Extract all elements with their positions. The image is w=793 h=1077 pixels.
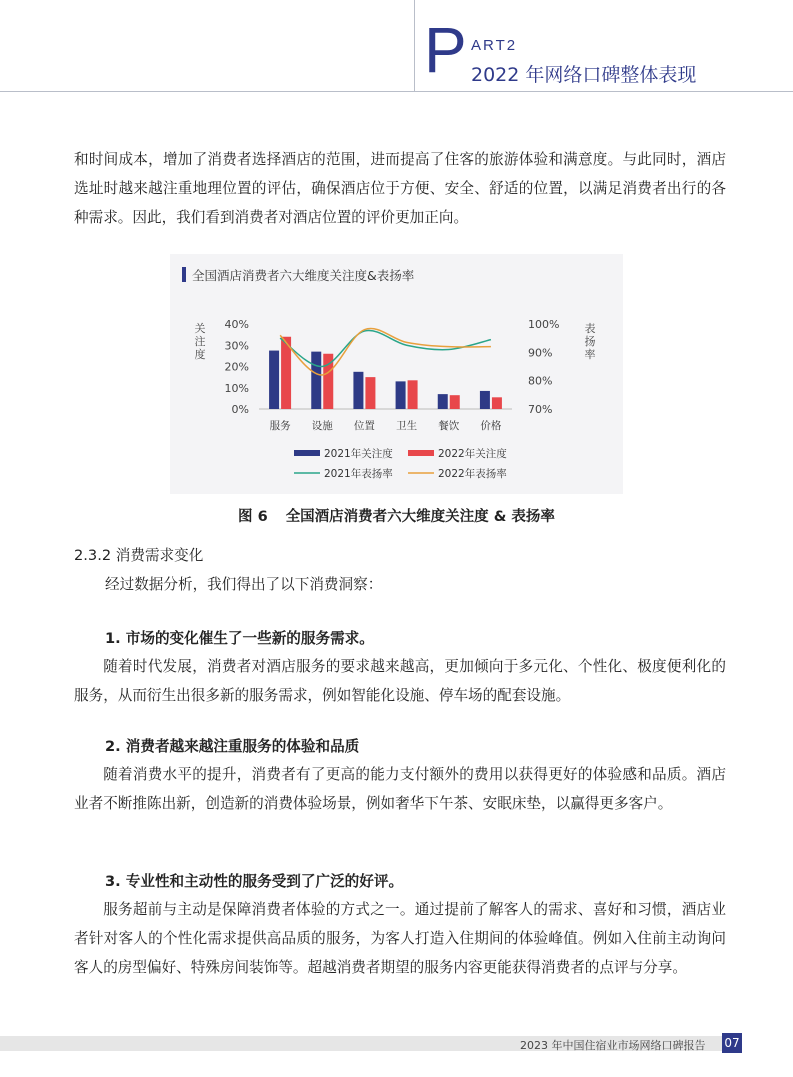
header-part-letter: P: [424, 14, 467, 86]
legend-swatch: [294, 450, 320, 456]
section-intro: 经过数据分析，我们得出了以下消费洞察：: [105, 576, 383, 593]
y-left-tick-label: 10%: [224, 381, 249, 395]
y-right-axis-label-char: 扬: [584, 335, 596, 348]
intro-paragraph: 和时间成本，增加了消费者选择酒店的范围，进而提高了住客的旅游体验和满意度。与此同时，酒店选址时越来越注重地理位置的评估，确保酒店位于方便、安全、舒适的位置，以满足消费者出行的各种需求。因此，我们看到消费者对酒店位置的评价更加正向。: [74, 151, 726, 226]
figure-caption: [0, 505, 793, 526]
bar-2022: [492, 397, 502, 409]
insight-paragraph-3: 服务超前与主动是保障消费者体验的方式之一。通过提前了解客人的需求、喜好和习惯，酒店业者针对客人的个性化需求提供高品质的服务，为客人打造入住期间的体验峰值。例如入住前主动询问客人的房型偏好、特殊房间装饰等。超越消费者期望的服务内容更能获得消费者的点评与分享。: [74, 901, 726, 976]
insight-paragraph-1: 随着时代发展，消费者对酒店服务的要求越来越高，更加倾向于多元化、个性化、极度便利化的服务，从而衍生出很多新的服务需求，例如智能化设施、停车场的配套设施。: [74, 658, 726, 704]
y-left-tick-label: 30%: [224, 339, 249, 353]
chart-panel: [170, 254, 623, 494]
bar-2021: [269, 351, 279, 409]
y-right-tick-label: 70%: [528, 403, 553, 416]
y-left-tick-label: 20%: [224, 360, 249, 374]
x-category-label: 设施: [311, 420, 333, 432]
y-left-axis-label-char: 度: [194, 348, 206, 361]
legend-label: 2021年关注度: [324, 448, 393, 460]
bar-2022: [365, 377, 375, 409]
legend-label: 2022年关注度: [438, 448, 507, 460]
chart-title: 全国酒店消费者六大维度关注度&表扬率: [192, 268, 415, 283]
x-category-label: 位置: [353, 420, 375, 432]
bar-2021: [311, 352, 321, 409]
footer-report-title: 2023 年中国住宿业市场网络口碑报告: [520, 1039, 706, 1052]
legend-label: 2021年表扬率: [324, 468, 393, 480]
legend-swatch: [408, 450, 434, 456]
bar-2021: [396, 381, 406, 409]
y-left-axis-label-char: 注: [194, 335, 206, 348]
figure-label: 图 6: [238, 509, 268, 525]
bar-2021: [438, 394, 448, 409]
y-left-axis-label-char: 关: [194, 322, 206, 335]
y-left-tick-label: 40%: [224, 318, 249, 331]
insight-heading-3: 3. 专业性和主动性的服务受到了广泛的好评。: [105, 873, 404, 890]
x-category-label: 服务: [269, 420, 291, 432]
y-left-tick-label: 0%: [231, 403, 249, 416]
page-number: 07: [722, 1033, 742, 1053]
insight-heading-1: 1. 市场的变化催生了一些新的服务需求。: [105, 630, 374, 647]
x-category-label: 卫生: [396, 420, 418, 432]
x-category-label: 价格: [480, 420, 502, 432]
chart-svg: [170, 254, 623, 494]
bar-2021: [353, 372, 363, 409]
insight-paragraph-2: 随着消费水平的提升，消费者有了更高的能力支付额外的费用以获得更好的体验感和品质。酒店业者不断推陈出新，创造新的消费体验场景，例如奢华下午茶、安眠床垫，以赢得更多客户。: [74, 766, 726, 812]
y-right-tick-label: 90%: [528, 346, 553, 360]
bar-2021: [480, 391, 490, 409]
y-right-axis-label-char: 表: [584, 322, 596, 335]
header-part-label: ART2: [471, 37, 518, 54]
header-divider: [414, 0, 415, 92]
header-rule: [0, 91, 793, 92]
x-category-label: 餐饮: [438, 420, 460, 432]
insight-heading-2: 2. 消费者越来越注重服务的体验和品质: [105, 738, 360, 755]
figure-title: 全国酒店消费者六大维度关注度 & 表扬率: [285, 509, 555, 525]
legend-label: 2022年表扬率: [438, 468, 507, 480]
chart-title-marker: [182, 267, 186, 282]
bar-2022: [450, 395, 460, 409]
y-right-axis-label-char: 率: [584, 348, 596, 361]
y-right-tick-label: 80%: [528, 374, 553, 388]
section-heading: 2.3.2 消费需求变化: [74, 547, 204, 564]
y-right-tick-label: 100%: [528, 318, 560, 331]
header-title: 2022 年网络口碑整体表现: [471, 64, 697, 86]
bar-2022: [408, 380, 418, 409]
